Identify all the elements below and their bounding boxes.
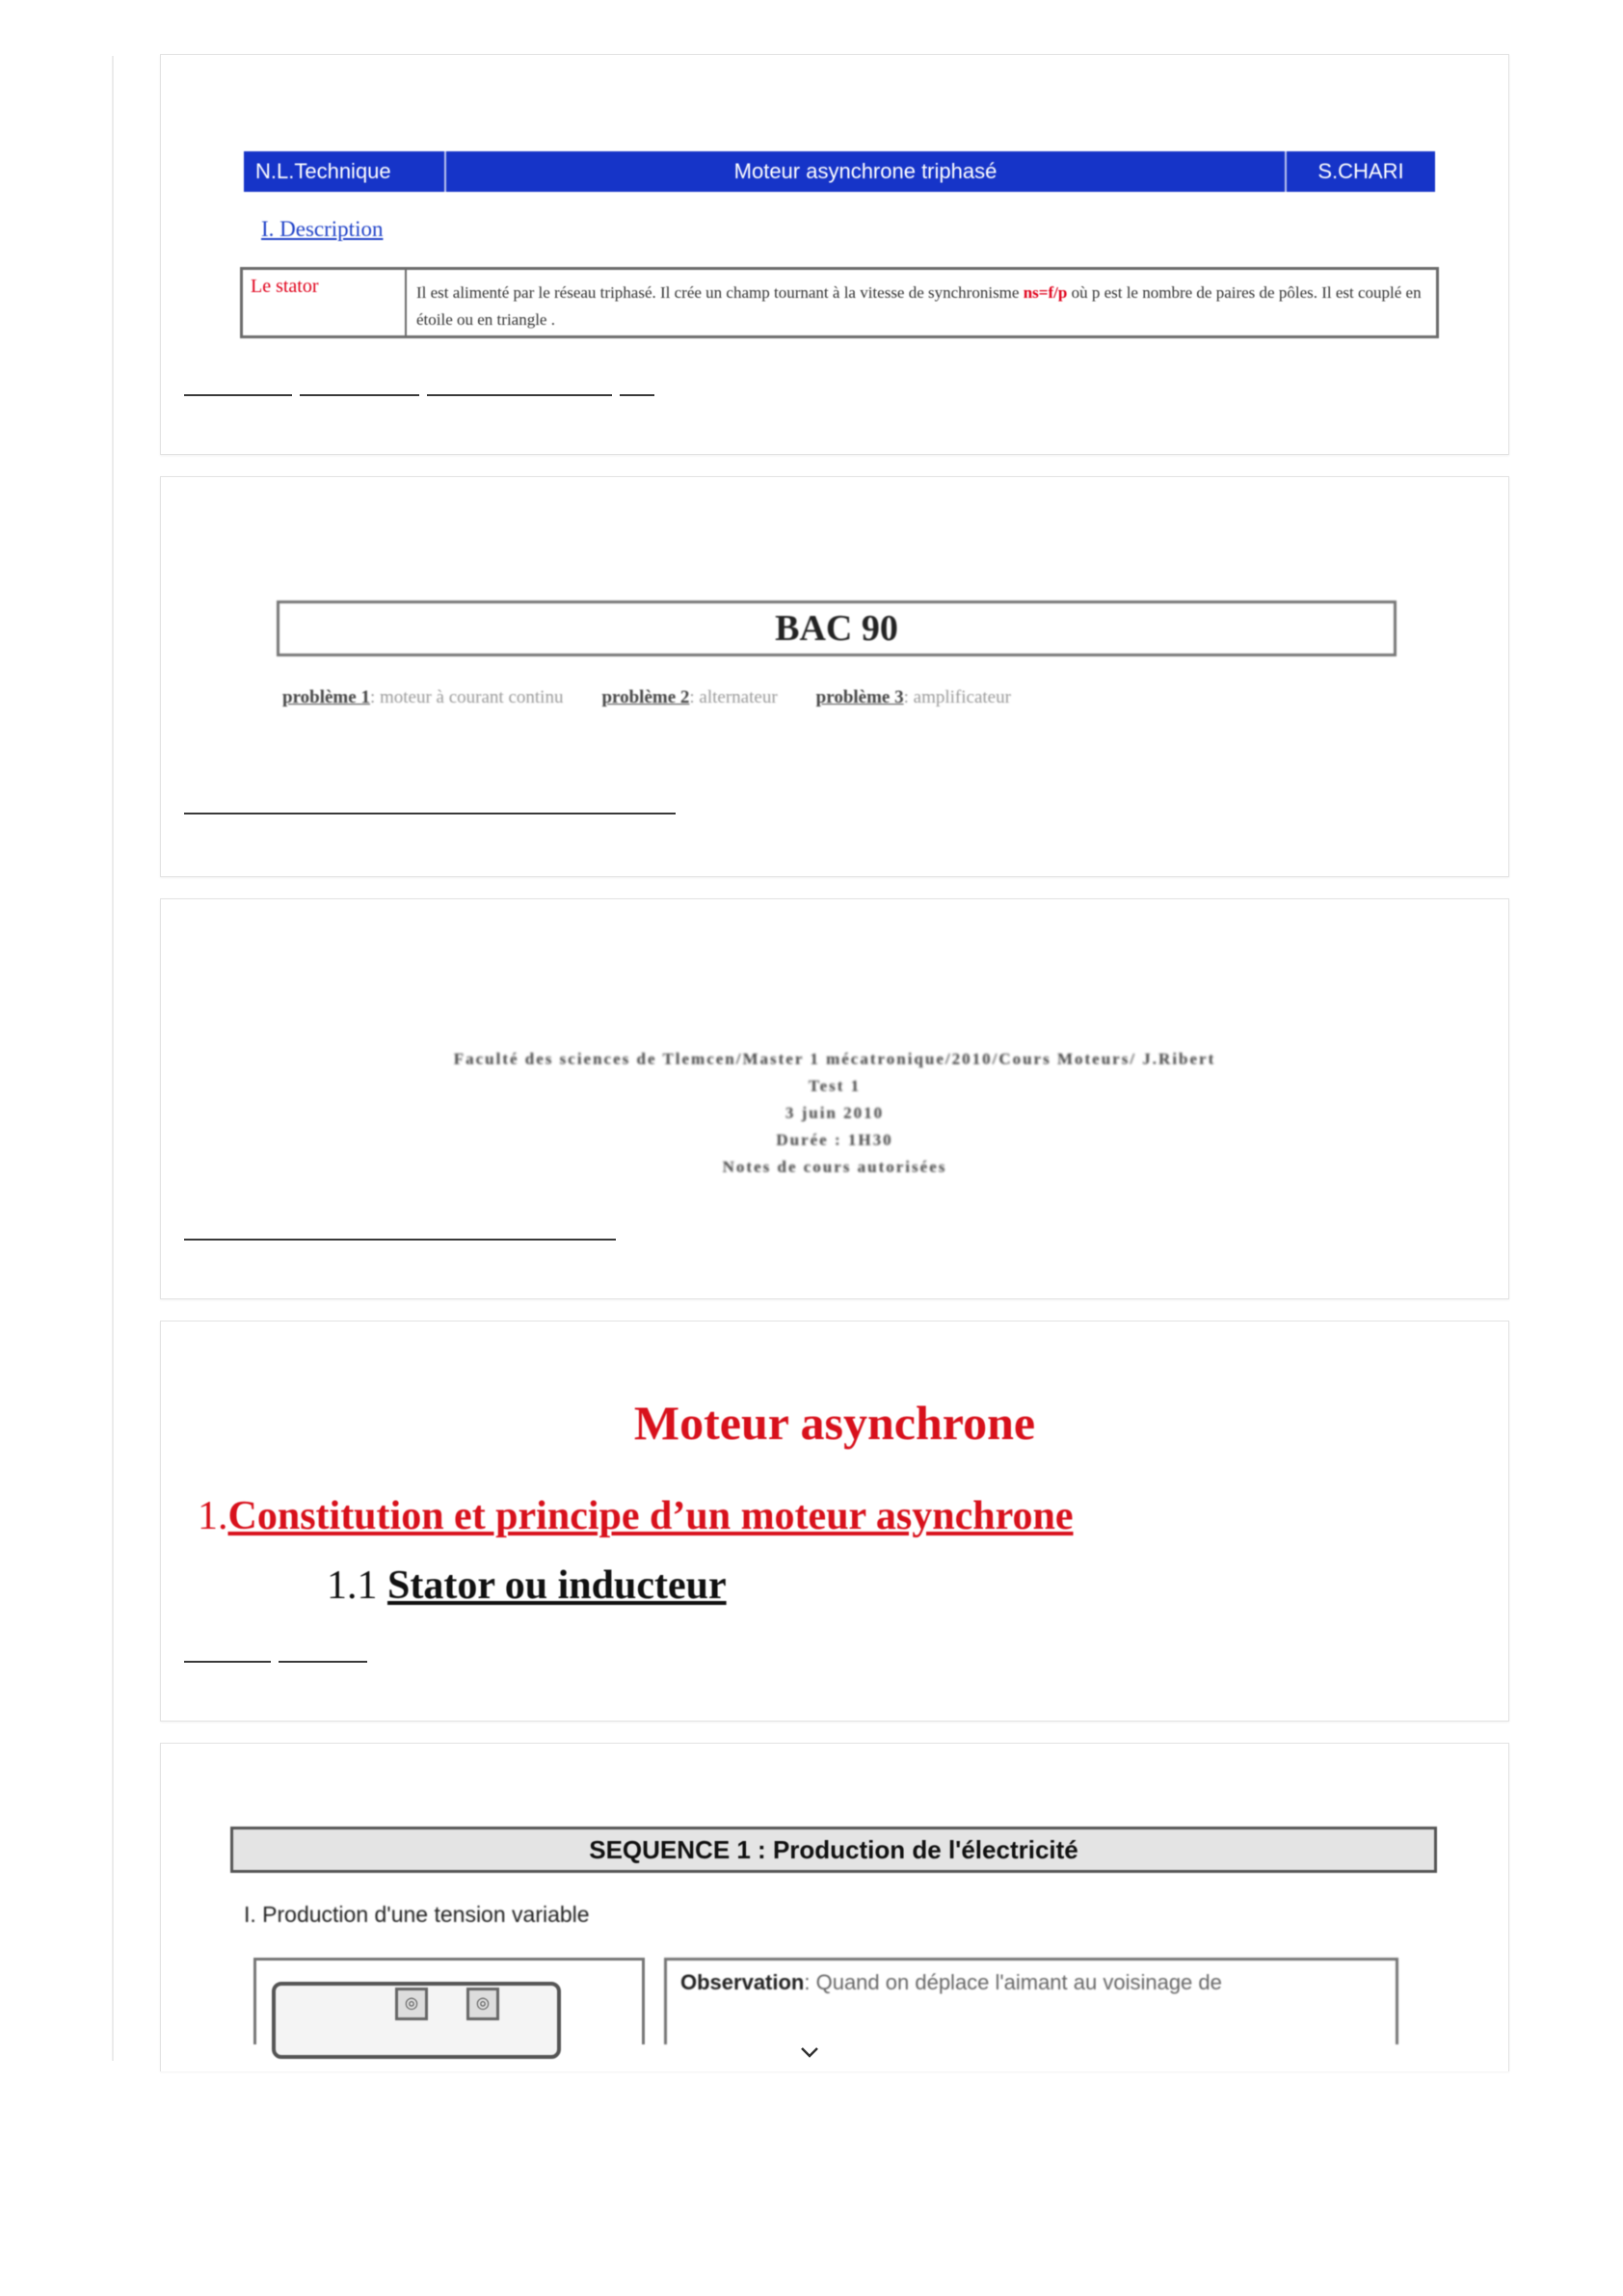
sequence-title-bar: SEQUENCE 1 : Production de l'électricité — [230, 1827, 1437, 1873]
observation-box: Observation: Quand on déplace l'aimant au voisinage de — [664, 1958, 1398, 2044]
problem-1: problème 1: moteur à courant continu — [282, 687, 564, 707]
document-title: Moteur asynchrone — [633, 1396, 1036, 1450]
exam-line: Faculté des sciences de Tlemcen/Master 1 mécatronique/2010/Cours Moteurs/ J.Ribert — [453, 1050, 1216, 1068]
header-divider — [1285, 151, 1287, 192]
document-card-3[interactable] — [160, 898, 1509, 1299]
title-link-line[interactable] — [184, 813, 676, 814]
document-card-4[interactable] — [160, 1321, 1509, 1722]
header-right: S.CHARI — [1317, 159, 1404, 183]
document-card-5[interactable] — [160, 1743, 1509, 2071]
section-heading-1: 1.Constitution et principe d’un moteur asynchrone — [198, 1494, 1074, 1538]
oscilloscope-figure — [253, 1958, 645, 2044]
title-link-line[interactable] — [300, 394, 419, 396]
table-label: Le stator — [243, 270, 407, 335]
title-link-line[interactable] — [184, 1239, 616, 1241]
exam-line: Test 1 — [808, 1077, 862, 1095]
document-card-2[interactable] — [160, 476, 1509, 877]
chevron-down-icon[interactable] — [790, 2038, 829, 2067]
problem-2: problème 2: alternateur — [601, 687, 778, 707]
knob-icon: ◎ — [466, 1988, 499, 2020]
left-rail — [112, 56, 114, 2061]
document-title-box: BAC 90 — [277, 601, 1397, 656]
problem-3: problème 3: amplificateur — [815, 687, 1011, 707]
table-formula: ns=f/p — [1023, 283, 1068, 302]
table-text-a: Il est alimenté par le réseau triphasé. Il crée un champ tournant à la vitesse de synchronisme — [416, 283, 1020, 302]
title-link-line[interactable] — [620, 394, 654, 396]
preview-cutoff — [161, 1179, 1508, 1217]
exam-line: 3 juin 2010 — [785, 1104, 885, 1122]
title-link-line[interactable] — [184, 394, 292, 396]
title-link-line[interactable] — [279, 1661, 367, 1663]
subheading: I. Production d'une tension variable — [244, 1902, 590, 1927]
table-text — [407, 270, 1436, 335]
header-bar — [244, 151, 1435, 192]
header-center: Moteur asynchrone triphasé — [733, 159, 998, 183]
title-link-line[interactable] — [184, 1661, 271, 1663]
section-heading: I. Description — [261, 217, 384, 241]
problem-list — [282, 687, 1011, 708]
title-link-line[interactable] — [427, 394, 612, 396]
knob-icon: ◎ — [395, 1988, 428, 2020]
section-heading-1-1: 1.1 Stator ou inducteur — [327, 1563, 727, 1608]
exam-line: Notes de cours autorisées — [722, 1158, 947, 1176]
description-table — [240, 267, 1439, 338]
header-divider — [444, 151, 446, 192]
table-text-b: où p est le nombre de paires de pôles. Il est couplé en étoile ou en triangle . — [416, 283, 1422, 329]
document-card-1[interactable] — [160, 54, 1509, 455]
header-left: N.L.Technique — [255, 159, 391, 183]
exam-line: Durée : 1H30 — [776, 1131, 893, 1149]
